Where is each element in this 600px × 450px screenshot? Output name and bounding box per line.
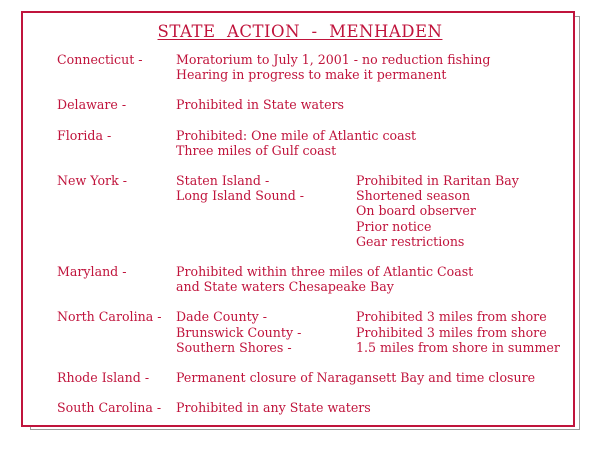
state-name: North Carolina - xyxy=(57,309,162,325)
state-entry-connecticut xyxy=(57,52,577,82)
sub-area-detail: Shortened season xyxy=(356,188,471,204)
action-line: Prohibited within three miles of Atlantic Coast xyxy=(176,264,474,280)
state-entry-south-carolina xyxy=(57,400,577,415)
sub-area-detail: Prior notice xyxy=(356,218,432,234)
sub-area-detail: 1.5 miles from shore in summer xyxy=(356,339,560,355)
state-name: Connecticut - xyxy=(57,52,143,67)
sub-area-label: Brunswick County - xyxy=(176,324,302,340)
action-line: Three miles of Gulf coast xyxy=(176,142,337,158)
action-line: and State waters Chesapeake Bay xyxy=(176,279,394,295)
state-entry-north-carolina xyxy=(57,309,577,355)
state-name: Florida - xyxy=(57,127,112,143)
action-line: Hearing in progress to make it permanent xyxy=(176,67,447,83)
sub-area-label: Dade County - xyxy=(176,309,267,325)
state-entry-rhode-island xyxy=(57,370,577,385)
sub-area-label: Southern Shores - xyxy=(176,339,292,355)
sub-area xyxy=(176,309,577,324)
sub-area-label: Long Island Sound - xyxy=(176,188,305,204)
sub-area xyxy=(176,173,577,188)
state-entry-new-york xyxy=(57,173,577,249)
state-name: New York - xyxy=(57,173,127,189)
sub-area-detail: Prohibited 3 miles from shore xyxy=(356,324,547,340)
state-entry-maryland xyxy=(57,264,577,294)
state-name: Rhode Island - xyxy=(57,370,150,386)
sub-area xyxy=(176,340,577,355)
state-list xyxy=(57,52,577,430)
state-name: Delaware - xyxy=(57,97,127,113)
state-entry-florida xyxy=(57,128,577,158)
sub-area-detail: Prohibited 3 miles from shore xyxy=(356,309,547,325)
action-line: Moratorium to July 1, 2001 - no reduction fishing xyxy=(176,52,491,67)
sub-area-detail: On board observer xyxy=(356,203,476,219)
sub-area xyxy=(176,188,577,249)
sub-area xyxy=(176,325,577,340)
sub-area-detail: Gear restrictions xyxy=(356,233,465,249)
state-name: South Carolina - xyxy=(57,400,162,416)
sub-area-label: Staten Island - xyxy=(176,173,270,189)
action-line: Permanent closure of Naragansett Bay and time closure xyxy=(176,370,536,386)
state-name: Maryland - xyxy=(57,264,127,280)
sub-area-detail: Prohibited in Raritan Bay xyxy=(356,173,519,189)
slide-title: STATE ACTION - MENHADEN xyxy=(157,22,443,41)
action-line: Prohibited in any State waters xyxy=(176,400,371,416)
action-line: Prohibited in State waters xyxy=(176,97,345,113)
state-entry-delaware xyxy=(57,97,577,112)
action-line: Prohibited: One mile of Atlantic coast xyxy=(176,127,417,143)
